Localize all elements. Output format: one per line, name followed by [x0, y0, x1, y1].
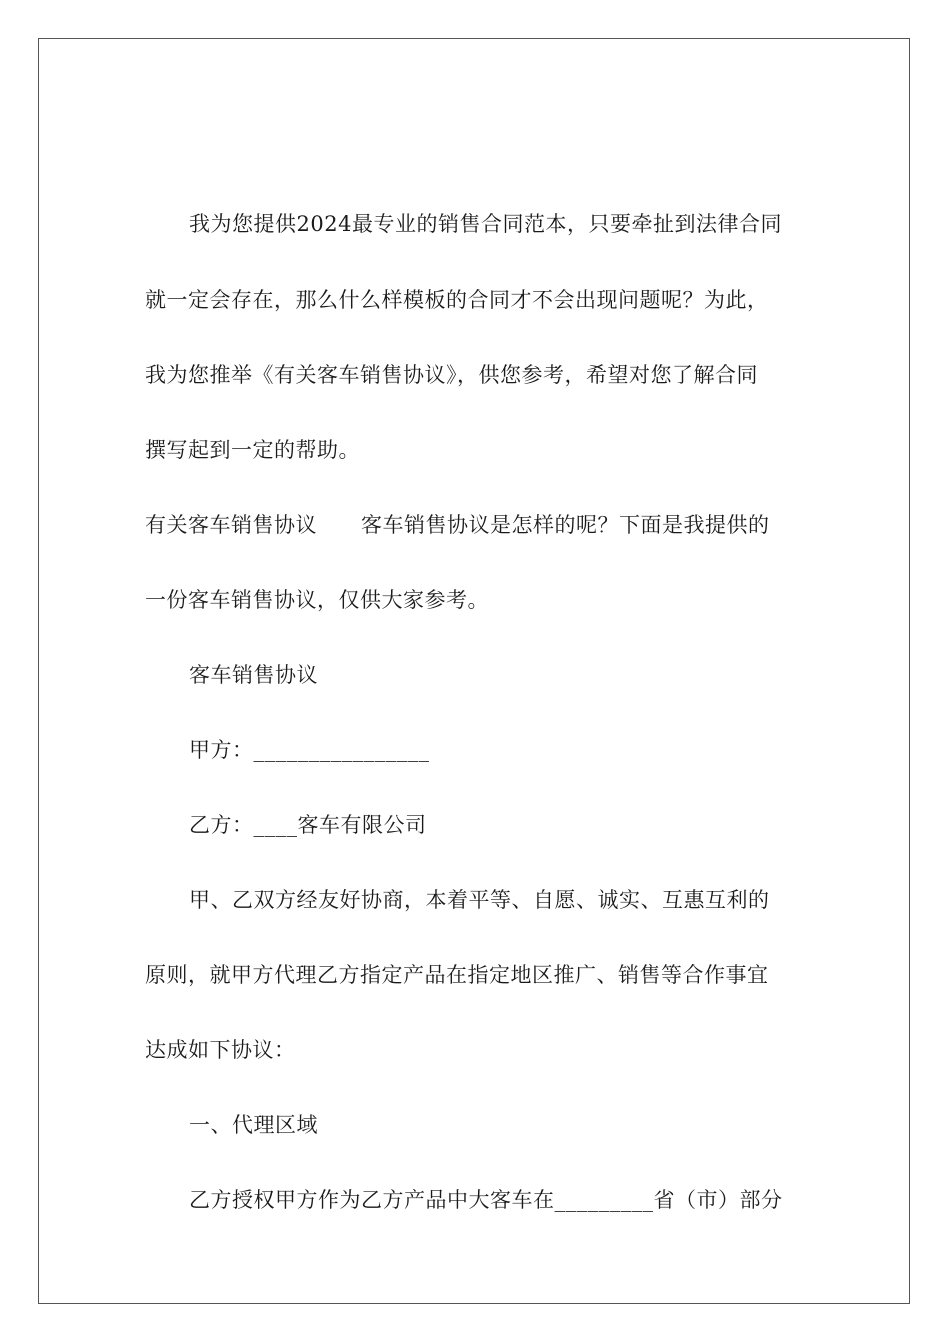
- party-b-blank: ____: [253, 813, 298, 837]
- section-heading-1: 一、代理区域: [189, 1113, 318, 1137]
- region-line-suffix: 省（市）部分: [653, 1188, 783, 1212]
- region-line: [145, 1180, 783, 1220]
- paragraph-intro-line-2: 就一定会存在，那么什么样模板的合同才不会出现问题呢？为此，: [145, 288, 769, 312]
- party-a-line: [145, 730, 430, 770]
- paragraph-intro-line-1: 我为您提供2024最专业的销售合同范本，只要牵扯到法律合同: [189, 212, 782, 236]
- clause-intro-line-1: 甲、乙双方经友好协商，本着平等、自愿、诚实、互惠互利的: [189, 888, 770, 912]
- document-heading: 有关客车销售协议: [145, 513, 317, 537]
- party-b-company: 客车有限公司: [297, 813, 427, 837]
- title-line-continuation: 一份客车销售协议，仅供大家参考。: [145, 588, 489, 612]
- clause-intro-line-2: 原则，就甲方代理乙方指定产品在指定地区推广、销售等合作事宜: [145, 963, 769, 987]
- paragraph-intro-line-3: 我为您推举《有关客车销售协议》，供您参考，希望对您了解合同: [145, 363, 758, 387]
- party-b-label: 乙方：: [189, 813, 254, 837]
- party-a-label: 甲方：: [189, 738, 254, 762]
- agreement-title: 客车销售协议: [189, 663, 318, 687]
- clause-intro-line-3: 达成如下协议：: [145, 1038, 296, 1062]
- title-line-text: 客车销售协议是怎样的呢？下面是我提供的: [361, 513, 770, 537]
- paragraph-intro-line-4: 撰写起到一定的帮助。: [145, 438, 360, 462]
- region-blank: _________: [554, 1188, 654, 1212]
- party-b-line: [145, 805, 427, 845]
- title-line: [145, 505, 770, 545]
- party-a-blank: ________________: [253, 738, 430, 762]
- region-line-prefix: 乙方授权甲方作为乙方产品中大客车在: [189, 1188, 555, 1212]
